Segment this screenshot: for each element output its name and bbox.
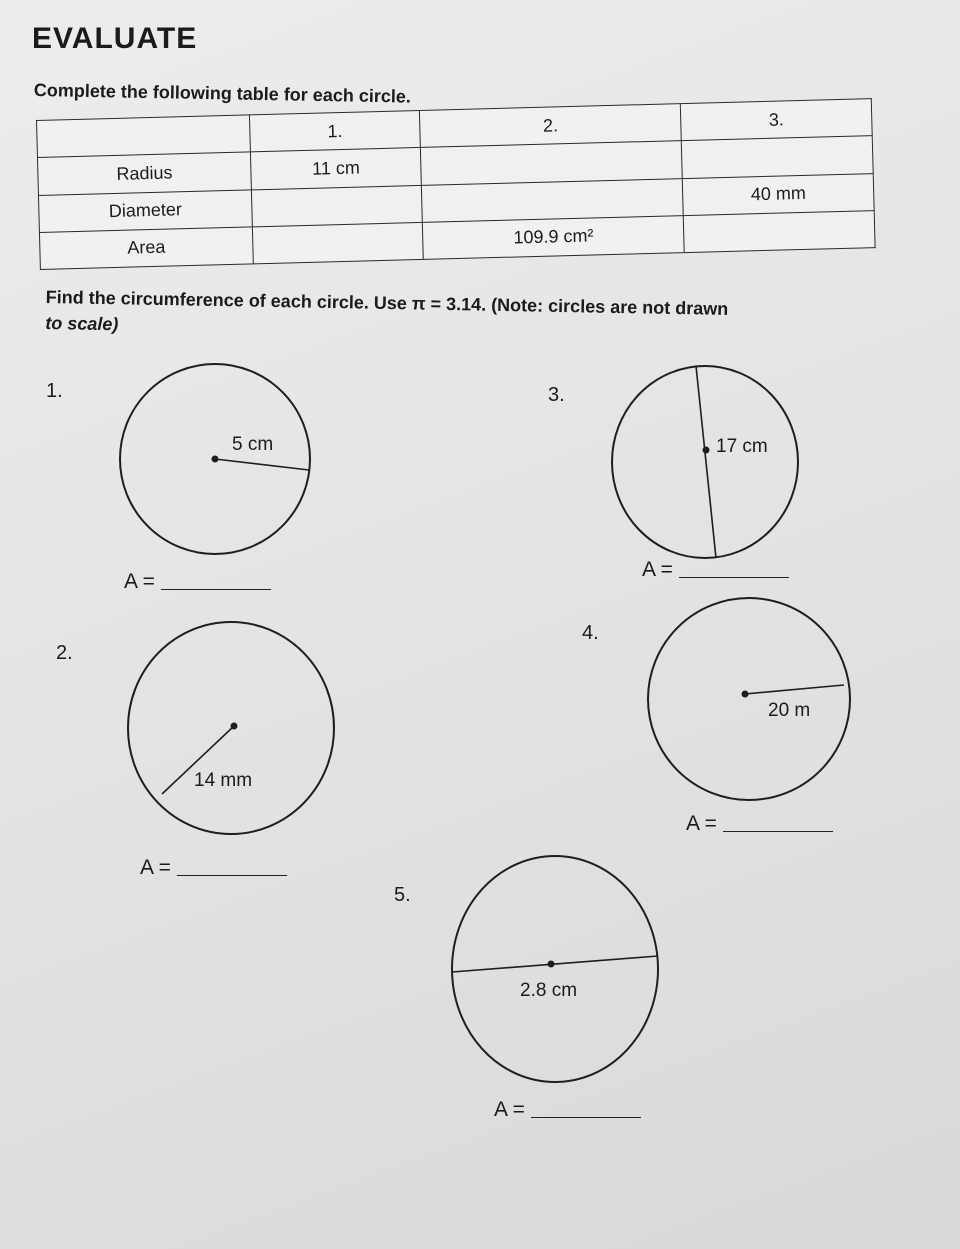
problem-2-circle bbox=[126, 620, 336, 836]
problem-3-circle bbox=[610, 364, 800, 560]
problem-5-answer-line[interactable] bbox=[531, 1117, 641, 1118]
problem-1-number: 1. bbox=[46, 380, 63, 402]
problem-3-number: 3. bbox=[548, 384, 565, 406]
problem-4-number: 4. bbox=[582, 622, 599, 644]
radius-cell-1[interactable]: 11 cm bbox=[250, 148, 421, 190]
diameter-cell-3[interactable]: 40 mm bbox=[682, 173, 874, 215]
area-cell-3[interactable] bbox=[683, 210, 875, 252]
area-cell-1[interactable] bbox=[252, 222, 423, 264]
area-cell-2[interactable]: 109.9 cm² bbox=[423, 215, 685, 259]
worksheet-heading: EVALUATE bbox=[32, 22, 198, 55]
problem-4-answer[interactable] bbox=[686, 812, 833, 836]
problem-2-radius-label: 14 mm bbox=[194, 770, 253, 791]
circumference-instruction-text: Find the circumference of each circle. Use π = 3.14. (Note: circles are not drawn bbox=[45, 286, 729, 319]
table-col-1-header: 1. bbox=[249, 110, 420, 152]
problem-1-answer-line[interactable] bbox=[161, 589, 271, 590]
row-label-diameter: Diameter bbox=[38, 189, 252, 232]
problem-1-radius-label: 5 cm bbox=[232, 434, 274, 455]
problem-2-answer[interactable] bbox=[140, 856, 287, 880]
problem-4-radius-label: 20 m bbox=[768, 700, 811, 721]
problem-1-answer-label: A = bbox=[124, 570, 155, 593]
problem-1-circle bbox=[118, 362, 312, 556]
problem-2-answer-label: A = bbox=[140, 856, 171, 879]
diameter-cell-1[interactable] bbox=[251, 185, 422, 227]
table-col-2-header: 2. bbox=[420, 104, 682, 148]
problem-5-answer-label: A = bbox=[494, 1098, 525, 1121]
table-corner-cell bbox=[37, 115, 251, 158]
problem-4-answer-line[interactable] bbox=[723, 831, 833, 832]
table-instruction: Complete the following table for each circle. bbox=[33, 80, 412, 107]
row-label-radius: Radius bbox=[37, 152, 251, 195]
table-col-3-header: 3. bbox=[680, 99, 872, 141]
radius-cell-3[interactable] bbox=[681, 136, 873, 178]
circle-table bbox=[36, 98, 876, 270]
problem-1-answer[interactable] bbox=[124, 570, 271, 594]
problem-2-number: 2. bbox=[56, 642, 73, 664]
problem-4-circle bbox=[646, 596, 852, 802]
problem-3-answer-label: A = bbox=[642, 558, 673, 581]
problem-3-answer-line[interactable] bbox=[679, 577, 789, 578]
problem-4-answer-label: A = bbox=[686, 812, 717, 835]
problem-2-answer-line[interactable] bbox=[177, 875, 287, 876]
problem-3-diameter-label: 17 cm bbox=[716, 436, 768, 457]
problem-3-answer[interactable] bbox=[642, 558, 789, 582]
circumference-instruction-cont: to scale) bbox=[45, 312, 119, 335]
problem-5-number: 5. bbox=[394, 884, 411, 906]
problem-5-diameter-label: 2.8 cm bbox=[520, 980, 578, 1001]
row-label-area: Area bbox=[39, 227, 253, 270]
circumference-instruction bbox=[45, 284, 946, 352]
problem-5-circle bbox=[450, 854, 660, 1084]
problem-5-answer[interactable] bbox=[494, 1098, 641, 1122]
